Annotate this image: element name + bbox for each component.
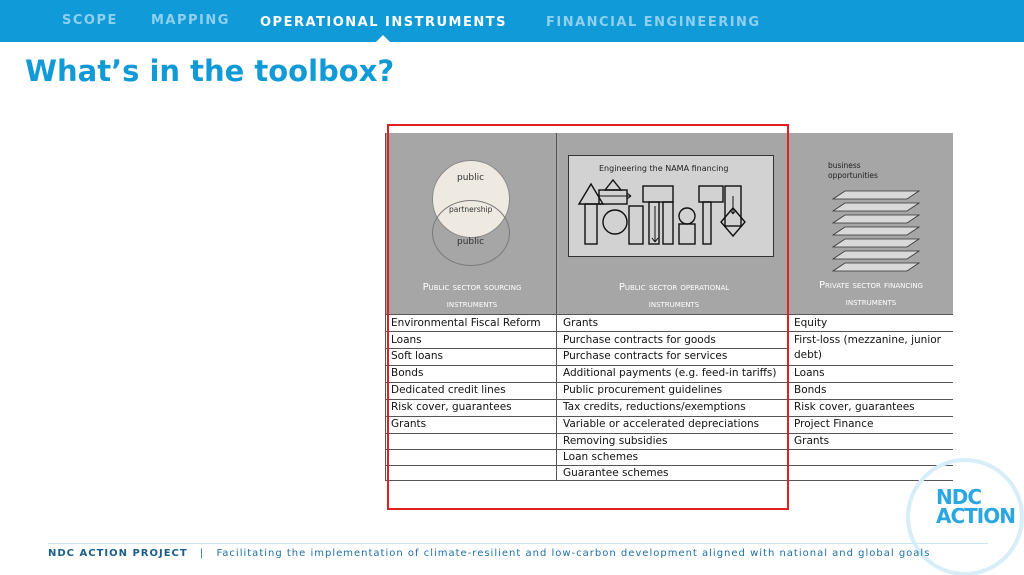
table-cell: Grants	[794, 435, 830, 447]
tab-financial-engineering[interactable]: FINANCIAL ENGINEERING	[546, 15, 761, 30]
business-opportunities-label: business opportunities	[828, 161, 878, 180]
venn-label-top: public	[457, 173, 485, 183]
table-cell: Loan schemes	[563, 451, 639, 463]
table-cell: Dedicated credit lines	[391, 384, 506, 396]
table-cell: Environmental Fiscal Reform	[391, 317, 541, 329]
ndc-action-logo: NDC ACTION	[936, 485, 1015, 528]
table-cell: Equity	[794, 317, 828, 329]
footer-tagline: Facilitating the implementation of climate-resilient and low-carbon development aligned with national and global goals	[216, 548, 930, 559]
column-header-private-financing: Private sector financing instruments	[819, 280, 923, 308]
table-cell: Purchase contracts for services	[563, 350, 728, 362]
footer-divider	[48, 543, 988, 544]
table-cell: Public procurement guidelines	[563, 384, 723, 396]
active-tab-caret-icon	[376, 35, 390, 42]
venn-label-bottom: public	[457, 237, 485, 247]
table-cell: Soft loans	[391, 350, 443, 362]
table-cell: debt)	[794, 349, 823, 361]
table-cell: Grants	[391, 418, 427, 430]
table-cell: Guarantee schemes	[563, 467, 669, 479]
table-cell: Grants	[563, 317, 599, 329]
top-nav-bar	[0, 0, 1024, 42]
table-cell: Additional payments (e.g. feed-in tariffs)	[563, 367, 777, 379]
table-cell: First-loss (mezzanine, junior	[794, 334, 941, 346]
tab-operational-instruments[interactable]: OPERATIONAL INSTRUMENTS	[260, 15, 507, 30]
table-cell: Risk cover, guarantees	[794, 401, 915, 413]
table-cell: Loans	[391, 334, 422, 346]
stacked-layers-icon	[825, 189, 925, 279]
table-cell: Purchase contracts for goods	[563, 334, 716, 346]
page-title: What’s in the toolbox?	[25, 54, 395, 88]
footer-separator: |	[199, 548, 205, 559]
table-cell: Loans	[794, 367, 825, 379]
tab-mapping[interactable]: MAPPING	[151, 13, 230, 28]
table-cell: Risk cover, guarantees	[391, 401, 512, 413]
table-cell: Bonds	[794, 384, 827, 396]
table-divider	[385, 133, 386, 481]
tab-scope[interactable]: SCOPE	[62, 13, 118, 28]
table-cell: Variable or accelerated depreciations	[563, 418, 760, 430]
highlight-frame	[387, 124, 789, 510]
column-header-public-sourcing: Public sector sourcing instruments	[422, 282, 522, 310]
footer-project-name: NDC ACTION PROJECT	[48, 548, 188, 559]
table-cell: Bonds	[391, 367, 424, 379]
table-cell: Tax credits, reductions/exemptions	[563, 401, 746, 413]
venn-label-overlap: partnership	[449, 205, 493, 214]
footer	[48, 548, 930, 559]
engineering-diagram-title: Engineering the NAMA financing	[599, 164, 729, 173]
table-cell: Removing subsidies	[563, 435, 668, 447]
table-cell: Project Finance	[794, 418, 874, 430]
column-header-public-operational: Public sector operational instruments	[618, 282, 730, 310]
